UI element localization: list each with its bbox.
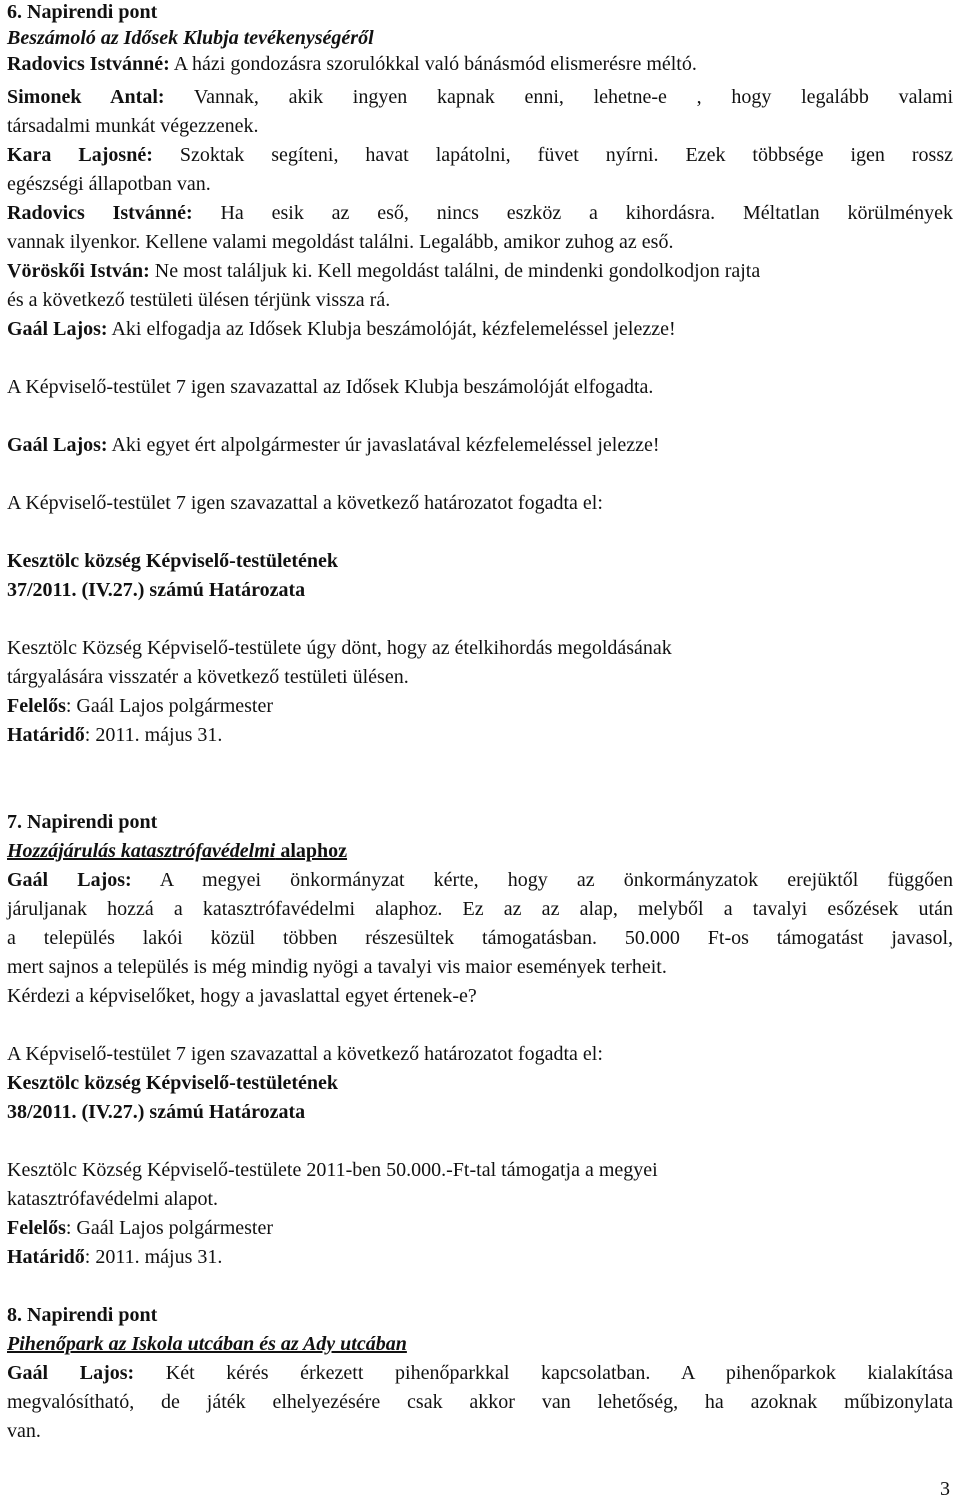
responsible-label: Felelős	[7, 695, 66, 717]
resolution-37-header-line-2: 37/2011. (IV.27.) számú Határozata	[7, 579, 306, 601]
speaker-name: Simonek Antal:	[7, 86, 165, 108]
paragraph-simonek-line-1	[7, 85, 953, 109]
paragraph-radovics-2-line-1	[7, 201, 953, 225]
resolution-38-deadline	[7, 1245, 953, 1269]
resolution-37-responsible	[7, 694, 953, 718]
section-8-heading: 8. Napirendi pont	[7, 1304, 158, 1326]
speech-text: Ne most találjuk ki. Kell megoldást találni, de mindenki gondolkodjon rajta	[149, 260, 761, 282]
paragraph-gaal-2	[7, 433, 953, 457]
speaker-name: Gaál Lajos:	[7, 1362, 135, 1384]
section-8-title: Pihenőpark az Iskola utcában és az Ady utcában	[7, 1333, 407, 1355]
responsible-label: Felelős	[7, 1217, 66, 1239]
deadline-value: : 2011. május 31.	[84, 724, 223, 746]
resolution-37-deadline	[7, 723, 953, 747]
deadline-value: : 2011. május 31.	[84, 1246, 223, 1268]
section-7-title	[7, 839, 953, 863]
speech-text: Aki elfogadja az Idősek Klubja beszámolóját, kézfelemeléssel jelezze!	[107, 318, 676, 340]
section-6-heading: 6. Napirendi pont	[7, 1, 158, 23]
speaker-name: Radovics Istvánné:	[7, 202, 193, 224]
resolution-38-responsible	[7, 1216, 953, 1240]
resolution-38-header-line-1: Kesztölc község Képviselő-testületének	[7, 1072, 339, 1094]
resolution-37-header-line-1: Kesztölc község Képviselő-testületének	[7, 550, 339, 572]
paragraph-radovics-2-line-2: vannak ilyenkor. Kellene valami megoldást találni. Legalább, amikor zuhog az eső.	[7, 231, 674, 253]
paragraph-simonek-line-2: társadalmi munkát végezzenek.	[7, 115, 259, 137]
paragraph-gaal-1	[7, 317, 953, 341]
resolution-37-body-line-1: Kesztölc Község Képviselő-testülete úgy dönt, hogy az ételkihordás megoldásának	[7, 637, 672, 659]
speaker-name: Kara Lajosné:	[7, 144, 153, 166]
speaker-name: Vöröskői István:	[7, 260, 150, 282]
resolution-38-body-line-2: katasztrófavédelmi alapot.	[7, 1188, 219, 1210]
deadline-label: Határidő	[7, 1246, 85, 1268]
section-6-title: Beszámoló az Idősek Klubja tevékenységéről	[7, 27, 374, 49]
section-7-title-rest: alaphoz	[275, 840, 348, 862]
resolution-38-header-line-2: 38/2011. (IV.27.) számú Határozata	[7, 1101, 306, 1123]
paragraph-gaal-8-line-3: van.	[7, 1420, 41, 1442]
vote-result-3: A Képviselő-testület 7 igen szavazattal a következő határozatot fogadta el:	[7, 1043, 603, 1065]
paragraph-gaal-7-line-5: Kérdezi a képviselőket, hogy a javaslattal egyet értenek-e?	[7, 985, 477, 1007]
section-7-heading: 7. Napirendi pont	[7, 811, 158, 833]
vote-result-1: A Képviselő-testület 7 igen szavazattal az Idősek Klubja beszámolóját elfogadta.	[7, 376, 654, 398]
speaker-name: Gaál Lajos:	[7, 869, 132, 891]
speech-text: A házi gondozásra szorulókkal való bánásmód elismerésre méltó.	[169, 53, 697, 75]
resolution-37-body-line-2: tárgyalására visszatér a következő testületi ülésen.	[7, 666, 409, 688]
paragraph-voroskoi-line-2: és a következő testületi ülésen térjünk vissza rá.	[7, 289, 391, 311]
paragraph-voroskoi-line-1	[7, 259, 953, 283]
paragraph-gaal-7-line-2: járuljanak hozzá a katasztrófavédelmi alaphoz. Ez az az alap, melyből a tavalyi esőzések után	[7, 898, 953, 920]
responsible-value: : Gaál Lajos polgármester	[65, 695, 274, 717]
paragraph-gaal-7-line-1	[7, 868, 953, 892]
speaker-name: Gaál Lajos:	[7, 434, 108, 456]
speech-text: Vannak, akik ingyen kapnak enni, lehetne-e , hogy legalább valami	[164, 86, 953, 108]
paragraph-gaal-8-line-2: megvalósítható, de játék elhelyezésére csak akkor van lehetőség, ha azoknak műbizonylata	[7, 1391, 953, 1413]
speech-text: Aki egyet ért alpolgármester úr javaslatával kézfelemeléssel jelezze!	[107, 434, 660, 456]
vote-result-2: A Képviselő-testület 7 igen szavazattal a következő határozatot fogadta el:	[7, 492, 603, 514]
speech-text: Szoktak segíteni, havat lapátolni, füvet nyírni. Ezek többsége igen rossz	[152, 144, 953, 166]
responsible-value: : Gaál Lajos polgármester	[65, 1217, 274, 1239]
resolution-38-body-line-1: Kesztölc Község Képviselő-testülete 2011-ben 50.000.-Ft-tal támogatja a megyei	[7, 1159, 658, 1181]
speaker-name: Radovics Istvánné:	[7, 53, 170, 75]
paragraph-kara-line-1	[7, 143, 953, 167]
speech-text: A megyei önkormányzat kérte, hogy az önkormányzatok erejüktől függően	[131, 869, 953, 891]
paragraph-gaal-7-line-3: a település lakói közül többen részesültek támogatásban. 50.000 Ft-os támogatást javasol,	[7, 927, 953, 949]
speech-text: Ha esik az eső, nincs eszköz a kihordásra. Méltatlan körülmények	[192, 202, 954, 224]
speech-text: Két kérés érkezett pihenőparkkal kapcsolatban. A pihenőparkok kialakítása	[134, 1362, 954, 1384]
paragraph-radovics-1	[7, 52, 953, 76]
paragraph-gaal-8-line-1	[7, 1361, 953, 1385]
paragraph-kara-line-2: egészségi állapotban van.	[7, 173, 211, 195]
speaker-name: Gaál Lajos:	[7, 318, 108, 340]
section-7-title-underlined: Hozzájárulás katasztrófavédelmi	[7, 840, 276, 862]
page-number: 3	[940, 1478, 950, 1500]
deadline-label: Határidő	[7, 724, 85, 746]
paragraph-gaal-7-line-4: mert sajnos a település is még mindig nyögi a tavalyi vis maior események terheit.	[7, 956, 667, 978]
